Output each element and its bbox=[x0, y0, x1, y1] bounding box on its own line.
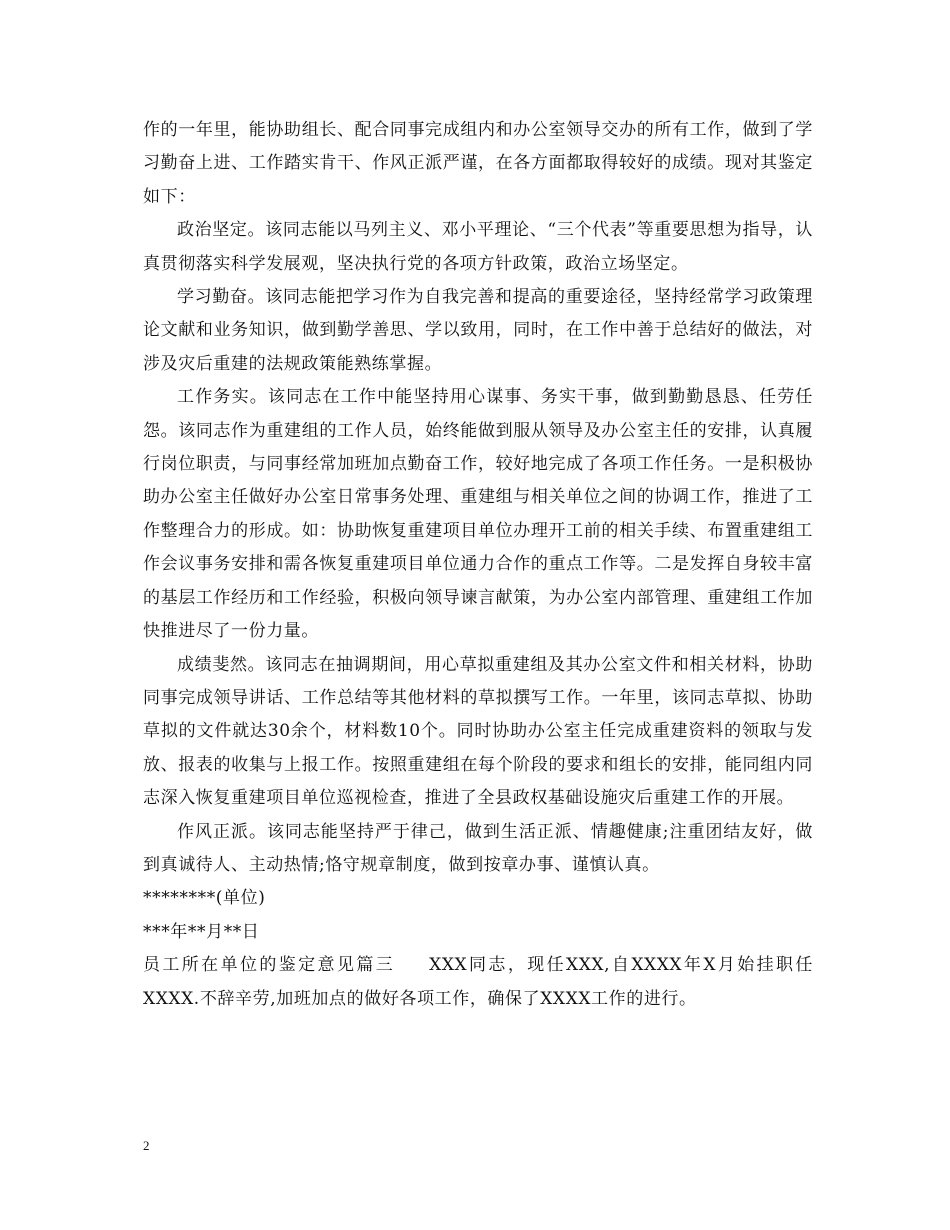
paragraph-study: 学习勤奋。该同志能把学习作为自我完善和提高的重要途径，坚持经常学习政策理论文献和业务知识，做到勤学善思、学以致用，同时，在工作中善于总结好的做法，对涉及灾后重建的法规政策能熟练掌握。 bbox=[143, 287, 813, 374]
paragraph-intro: 作的一年里，能协助组长、配合同事完成组内和办公室领导交办的所有工作，做到了学习勤奋上进、工作踏实肯干、作风正派严谨，在各方面都取得较好的成绩。现对其鉴定如下： bbox=[143, 120, 813, 207]
document-body bbox=[143, 114, 813, 1016]
paragraph-achievement: 成绩斐然。该同志在抽调期间，用心草拟重建组及其办公室文件和相关材料，协助同事完成领导讲话、工作总结等其他材料的草拟撰写工作。一年里，该同志草拟、协助草拟的文件就达30余个，材料数10个。同时协助办公室主任完成重建资料的领取与发放、报表的收集与上报工作。按照重建组在每个阶段的要求和组长的安排，能同组内同志深入恢复重建项目单位巡视检查，推进了全县政权基础设施灾后重建工作的开展。 bbox=[143, 654, 813, 809]
paragraph-work: 工作务实。该同志在工作中能坚持用心谋事、务实干事，做到勤勤恳恳、任劳任怨。该同志作为重建组的工作人员，始终能做到服从领导及办公室主任的安排，认真履行岗位职责，与同事经常加班加点勤奋工作，较好地完成了各项工作任务。一是积极协助办公室主任做好办公室日常事务处理、重建组与相关单位之间的协调工作，推进了工作整理合力的形成。如：协助恢复重建项目单位办理开工前的相关手续、布置重建组工作会议事务安排和需各恢复重建项目单位通力合作的重点工作等。二是发挥自身较丰富的基层工作经历和工作经验，积极向领导谏言献策，为办公室内部管理、重建组工作加快推进尽了一份力量。 bbox=[143, 387, 813, 642]
section3-text: XXX同志，现任XXX,自XXXX年X月始挂职任XXXX.不辞辛劳,加班加点的做好各项工作，确保了XXXX工作的进行。 bbox=[143, 955, 813, 1009]
signature-date: ***年**月**日 bbox=[143, 921, 260, 942]
section3-paragraph bbox=[143, 949, 813, 1016]
paragraph-conduct: 作风正派。该同志能坚持严于律己，做到生活正派、情趣健康;注重团结友好，做到真诚待人、主动热情;恪守规章制度，做到按章办事、谨慎认真。 bbox=[143, 821, 813, 875]
page-number: 2 bbox=[143, 1138, 150, 1153]
signature-unit: ********(单位) bbox=[143, 888, 266, 909]
section3-heading: 员工所在单位的鉴定意见篇三 bbox=[143, 955, 396, 976]
paragraph-political: 政治坚定。该同志能以马列主义、邓小平理论、“三个代表”等重要思想为指导，认真贯彻落实科学发展观，坚决执行党的各项方针政策，政治立场坚定。 bbox=[143, 220, 813, 274]
